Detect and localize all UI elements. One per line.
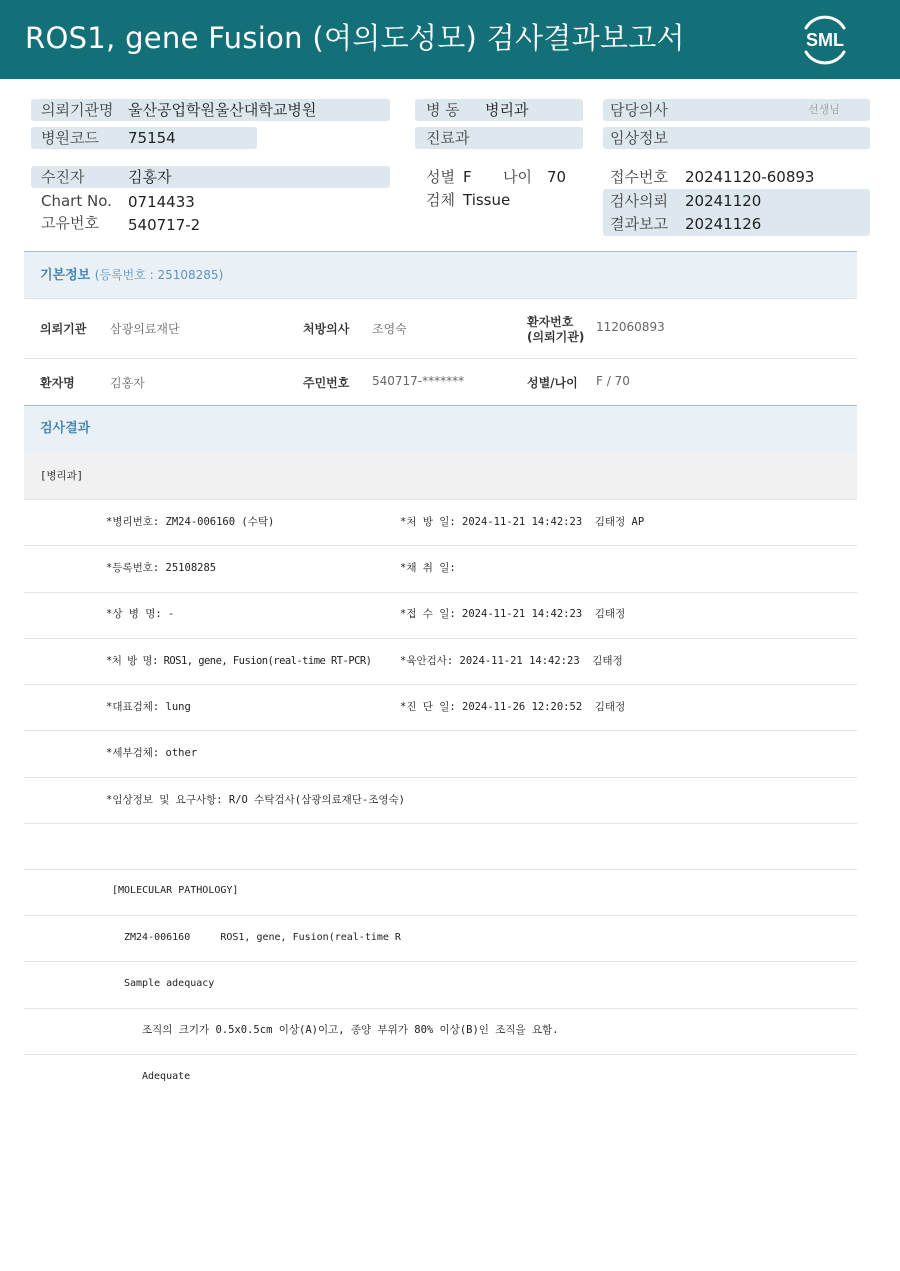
sml-logo bbox=[796, 12, 854, 66]
bi-institution-label: 의뢰기관 bbox=[40, 322, 87, 336]
report-value: 20241126 bbox=[685, 215, 762, 233]
divider bbox=[24, 592, 857, 593]
basic-info-band bbox=[24, 251, 857, 298]
adequacy-result: Adequate bbox=[142, 1071, 191, 1082]
patient-label: 수진자 bbox=[41, 168, 85, 186]
divider bbox=[24, 499, 857, 500]
divider bbox=[24, 777, 857, 778]
result-line: *접 수 일: 2024-11-21 14:42:23 김태정 bbox=[400, 608, 626, 620]
sex-label: 성별 bbox=[426, 168, 455, 186]
patient-pill bbox=[31, 166, 390, 188]
bi-resident-no-value: 540717-******* bbox=[372, 374, 465, 388]
dept-label: [병리과] bbox=[40, 470, 84, 482]
divider bbox=[24, 1008, 857, 1009]
divider bbox=[24, 638, 857, 639]
specimen-value: Tissue bbox=[463, 191, 511, 209]
bi-prescriber-value: 조영숙 bbox=[372, 322, 407, 336]
doctor-label: 담당의사 bbox=[610, 101, 668, 119]
ward-value: 병리과 bbox=[485, 101, 529, 119]
chart-value: 0714433 bbox=[128, 193, 195, 211]
bi-sex-age-label: 성별/나이 bbox=[527, 376, 578, 390]
ward-label: 병 동 bbox=[426, 101, 460, 119]
hospital-code-label: 병원코드 bbox=[41, 129, 99, 147]
result-line: *진 단 일: 2024-11-26 12:20:52 김태정 bbox=[400, 701, 626, 713]
result-line: *임상정보 및 요구사항: R/O 수탁검사(삼광의료재단-조영숙) bbox=[106, 794, 406, 806]
dept-band bbox=[24, 453, 857, 499]
institution-label: 의뢰기관명 bbox=[41, 101, 114, 119]
bi-patient-name-value: 김홍자 bbox=[110, 376, 145, 390]
receipt-value: 20241120-60893 bbox=[685, 168, 815, 186]
specimen-label: 검체 bbox=[426, 191, 455, 209]
bi-institution-value: 삼광의료재단 bbox=[110, 322, 180, 336]
result-line: *등록번호: 25108285 bbox=[106, 562, 217, 574]
adequacy-criteria: 조직의 크기가 0.5x0.5cm 이상(A)이고, 종양 부위가 80% 이상(B)인 조직을 요함. bbox=[142, 1024, 559, 1036]
divider bbox=[24, 823, 857, 824]
doctor-suffix: 선생님 bbox=[808, 103, 840, 116]
results-band bbox=[24, 405, 857, 453]
divider bbox=[24, 915, 857, 916]
unique-value: 540717-2 bbox=[128, 216, 201, 234]
divider bbox=[24, 961, 857, 962]
divider bbox=[24, 730, 857, 731]
divider bbox=[24, 545, 857, 546]
result-line: *병리번호: ZM24-006160 (수탁) bbox=[106, 516, 275, 528]
patient-value: 김홍자 bbox=[128, 168, 172, 186]
bi-patient-name-label: 환자명 bbox=[40, 376, 75, 390]
result-line: *처 방 명: ROS1, gene, Fusion(real-time RT-PCR) bbox=[106, 655, 372, 667]
age-value: 70 bbox=[547, 168, 567, 186]
result-line: *처 방 일: 2024-11-21 14:42:23 김태정 AP bbox=[400, 516, 645, 528]
receipt-label: 접수번호 bbox=[610, 168, 668, 186]
bi-patient-no-label-1: 환자번호 bbox=[527, 315, 574, 329]
institution-value: 울산공업학원울산대학교병원 bbox=[128, 101, 317, 119]
bi-patient-no-value: 112060893 bbox=[596, 320, 665, 334]
result-line: *세부검체: other bbox=[106, 747, 198, 759]
molecular-title: [MOLECULAR PATHOLOGY] bbox=[112, 885, 239, 896]
adequacy-title: Sample adequacy bbox=[124, 978, 215, 989]
result-line: *육안검사: 2024-11-21 14:42:23 김태정 bbox=[400, 655, 623, 667]
sex-value: F bbox=[463, 168, 472, 186]
divider bbox=[24, 684, 857, 685]
bi-prescriber-label: 처방의사 bbox=[303, 322, 350, 336]
bi-patient-no-label-2: (의뢰기관) bbox=[527, 330, 585, 344]
age-label: 나이 bbox=[503, 168, 532, 186]
report-header bbox=[0, 0, 900, 79]
request-value: 20241120 bbox=[685, 192, 762, 210]
results-title: 검사결과 bbox=[40, 421, 91, 436]
bi-sex-age-value: F / 70 bbox=[596, 374, 630, 388]
divider bbox=[24, 298, 857, 299]
unique-label: 고유번호 bbox=[41, 214, 99, 232]
basic-info-heading bbox=[40, 265, 223, 286]
basic-info-title: 기본정보 bbox=[40, 268, 91, 283]
report-label: 결과보고 bbox=[610, 215, 668, 233]
divider bbox=[24, 1054, 857, 1055]
department-label: 진료과 bbox=[426, 129, 470, 147]
bi-resident-no-label: 주민번호 bbox=[303, 376, 350, 390]
specimen-line: ZM24-006160 ROS1, gene, Fusion(real-time R bbox=[124, 932, 401, 943]
request-label: 검사의뢰 bbox=[610, 192, 668, 210]
result-line: *채 취 일: bbox=[400, 562, 456, 574]
hospital-code-value: 75154 bbox=[128, 129, 176, 147]
result-line: *대표검체: lung bbox=[106, 701, 191, 713]
clinical-info-label: 임상정보 bbox=[610, 129, 668, 147]
divider bbox=[24, 358, 857, 359]
sml-logo-text: SML bbox=[806, 30, 844, 50]
divider bbox=[24, 869, 857, 870]
result-line: *상 병 명: - bbox=[106, 608, 175, 620]
chart-label: Chart No. bbox=[41, 192, 112, 210]
basic-info-reg: (등록번호 : 25108285) bbox=[94, 268, 224, 282]
report-title: ROS1, gene Fusion (여의도성모) 검사결과보고서 bbox=[25, 21, 685, 55]
